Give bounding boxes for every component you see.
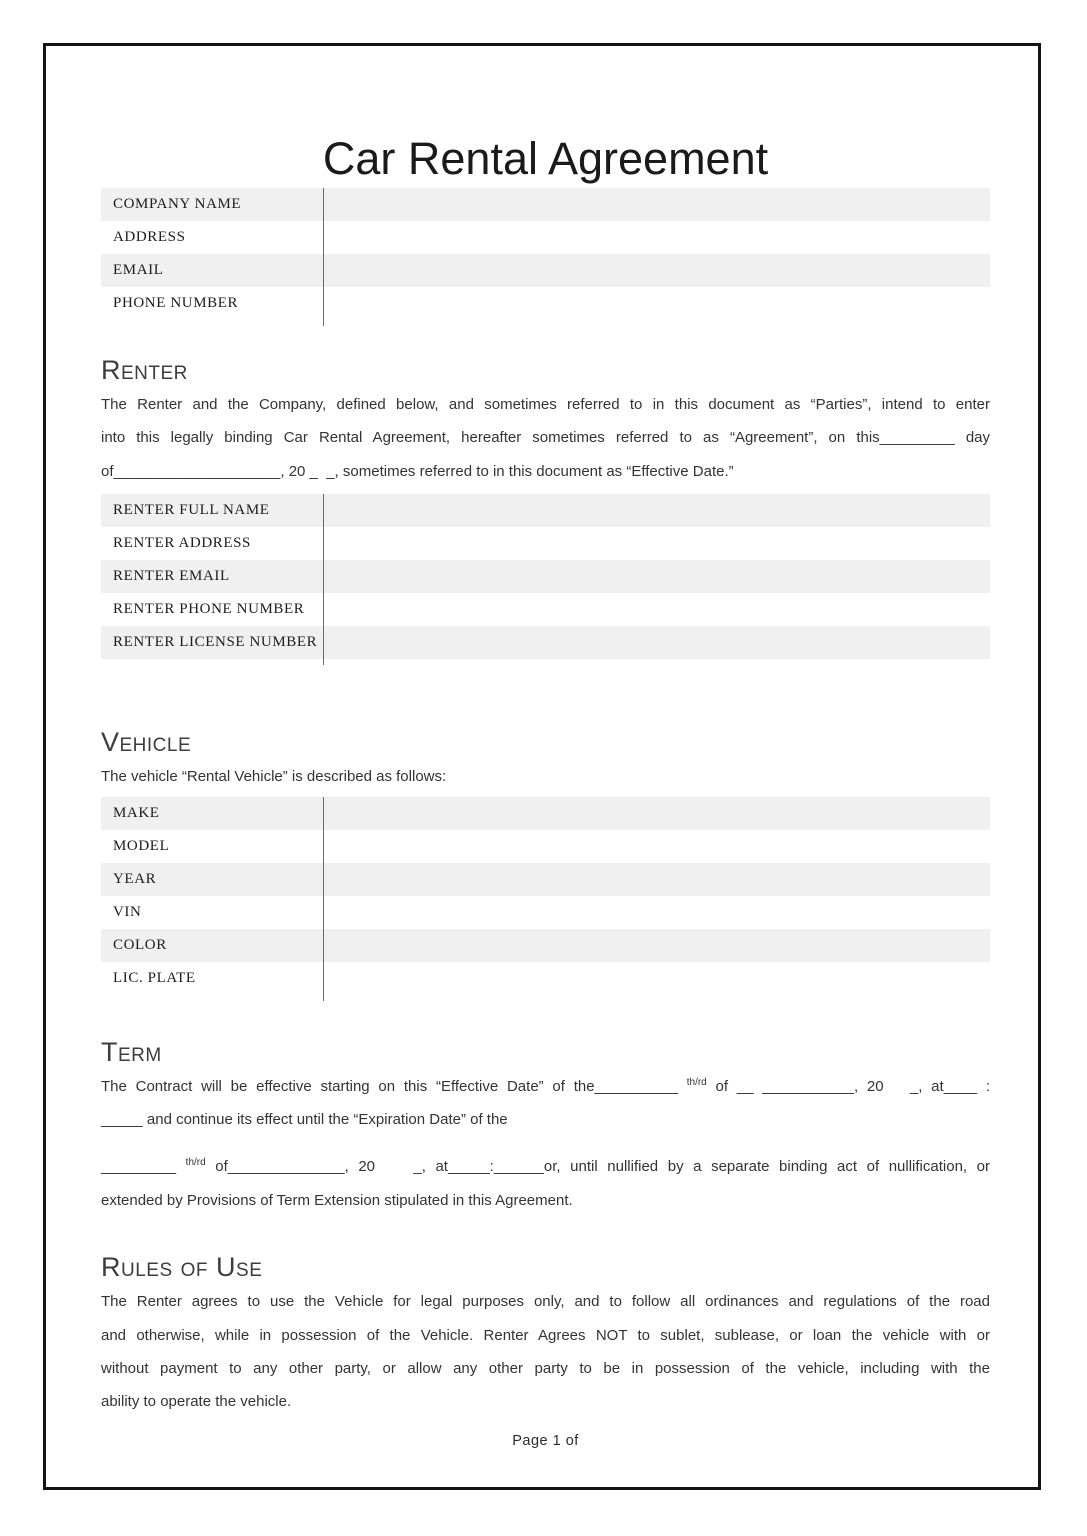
paragraph-line: of____________________, 20 _ _, sometimes referred to in this document as “Effective Date.”	[101, 462, 734, 480]
vehicle-plate-label: LIC. PLATE	[113, 969, 196, 986]
table-row	[101, 221, 990, 254]
renter-section-heading: Renter	[101, 355, 188, 385]
renter-address-label: RENTER ADDRESS	[113, 535, 252, 552]
vehicle-table-divider	[323, 797, 324, 1001]
company-name-label: COMPANY NAME	[113, 196, 242, 212]
rules-section-heading: Rules of Use	[101, 1252, 263, 1283]
renter-email-value-cell[interactable]	[323, 560, 990, 593]
vehicle-info-table	[101, 797, 990, 995]
page-number-footer: Page 1 of	[512, 1432, 579, 1449]
table-row	[101, 797, 990, 830]
table-row	[101, 929, 990, 962]
paragraph-line	[101, 1070, 990, 1103]
term-paragraph	[101, 1070, 990, 1218]
table-row	[101, 188, 990, 221]
paragraph-line	[101, 1150, 990, 1183]
term-section-heading: Term	[101, 1036, 162, 1067]
renter-info-table	[101, 494, 990, 659]
renter-license-value-cell[interactable]	[323, 626, 990, 659]
renter-full-name-label: RENTER FULL NAME	[113, 502, 270, 519]
table-row	[101, 527, 990, 560]
paragraph-line: The Renter and the Company, defined below, and sometimes referred to in this document as “Parties”, intend to enter	[101, 396, 990, 413]
paragraph-line: and otherwise, while in possession of the Vehicle. Renter Agrees NOT to sublet, sublease, or loan the vehicle with or	[101, 1326, 990, 1344]
table-row	[101, 254, 990, 287]
vehicle-model-value-cell[interactable]	[323, 830, 990, 863]
renter-address-value-cell[interactable]	[323, 527, 990, 560]
company-name-value-cell[interactable]	[323, 188, 990, 221]
vehicle-model-label: MODEL	[113, 837, 170, 854]
renter-intro-paragraph	[101, 388, 990, 488]
vehicle-color-value-cell[interactable]	[323, 929, 990, 962]
vehicle-make-value-cell[interactable]	[323, 797, 990, 830]
document-page	[43, 43, 1041, 1490]
paragraph-line: into this legally binding Car Rental Agreement, hereafter sometimes referred to as “Agreement”, on this_________ day	[101, 429, 990, 447]
company-address-value-cell[interactable]	[323, 221, 990, 254]
table-row	[101, 626, 990, 659]
paragraph-line: _____ and continue its effect until the “Expiration Date” of the	[101, 1111, 508, 1129]
paragraph-line: extended by Provisions of Term Extension stipulated in this Agreement.	[101, 1191, 573, 1209]
term-line1-pre: The Contract will be effective starting on this “Effective Date” of the__________	[101, 1077, 687, 1095]
paragraph-line: without payment to any other party, or allow any other party to be in possession of the vehicle, including with the	[101, 1360, 990, 1378]
vehicle-vin-value-cell[interactable]	[323, 896, 990, 929]
company-phone-value-cell[interactable]	[323, 287, 990, 320]
table-row	[101, 830, 990, 863]
rules-paragraph	[101, 1285, 990, 1419]
page-title: Car Rental Agreement	[322, 133, 769, 184]
vehicle-year-label: YEAR	[113, 870, 157, 887]
table-row	[101, 962, 990, 995]
vehicle-intro-line: The vehicle “Rental Vehicle” is described as follows:	[101, 768, 447, 786]
term-line3-post: of______________, 20 _, at_____:______or, until nullified by a separate binding act of nullification, or	[205, 1158, 990, 1176]
table-row	[101, 593, 990, 626]
renter-phone-label: RENTER PHONE NUMBER	[113, 601, 305, 618]
vehicle-color-label: COLOR	[113, 936, 167, 953]
paragraph-line: The Renter agrees to use the Vehicle for legal purposes only, and to follow all ordinances and regulations of the road	[101, 1293, 990, 1311]
paragraph-line: ability to operate the vehicle.	[101, 1393, 292, 1411]
company-address-label: ADDRESS	[113, 229, 186, 245]
term-line1-post: of __ ___________, 20 _, at____ :	[706, 1077, 990, 1095]
table-row	[101, 287, 990, 320]
term-line3-pre: _________	[101, 1158, 186, 1176]
renter-table-divider	[323, 494, 324, 665]
vehicle-section-heading: Vehicle	[101, 727, 192, 758]
term-line3-superscript: th/rd	[185, 1157, 206, 1169]
company-table-divider	[323, 188, 324, 326]
vehicle-year-value-cell[interactable]	[323, 863, 990, 896]
vehicle-vin-label: VIN	[113, 903, 142, 920]
renter-license-label: RENTER LICENSE NUMBER	[113, 634, 318, 651]
renter-email-label: RENTER EMAIL	[113, 568, 230, 585]
renter-phone-value-cell[interactable]	[323, 593, 990, 626]
vehicle-plate-value-cell[interactable]	[323, 962, 990, 995]
document-content	[46, 130, 1038, 1449]
company-phone-label: PHONE NUMBER	[113, 295, 239, 311]
table-row	[101, 863, 990, 896]
company-email-label: EMAIL	[113, 262, 164, 278]
table-row	[101, 896, 990, 929]
company-info-table	[101, 188, 990, 320]
term-line1-superscript: th/rd	[686, 1076, 707, 1088]
table-row	[101, 560, 990, 593]
renter-full-name-value-cell[interactable]	[323, 494, 990, 527]
table-row	[101, 494, 990, 527]
company-email-value-cell[interactable]	[323, 254, 990, 287]
vehicle-make-label: MAKE	[113, 804, 160, 821]
